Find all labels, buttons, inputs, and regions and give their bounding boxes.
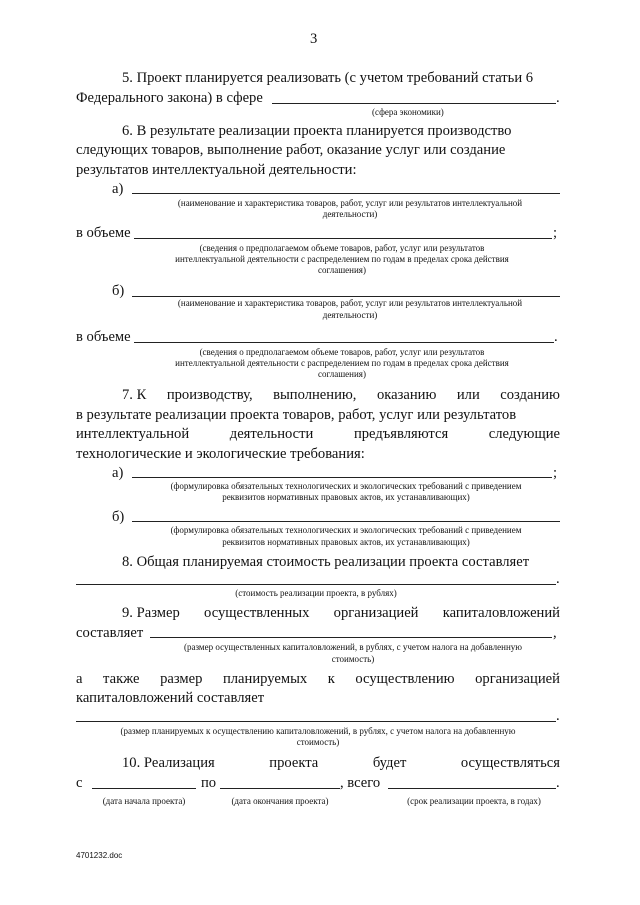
p9-line1-word: осуществленных: [204, 605, 310, 621]
p8-line1: 8. Общая планируемая стоимость реализации проекта составляет: [122, 554, 530, 570]
p5-line1: 5. Проект планируется реализовать (с учетом требований статьи 6: [122, 70, 534, 86]
p7-b-caption1: (формулировка обязательных технологических и экологических требований с приведением: [170, 525, 522, 535]
p9-line3-word: к: [327, 671, 335, 687]
p9-label: составляет: [76, 625, 144, 641]
p7-line1-word: 7. К: [122, 387, 147, 403]
p10-caption-start: (дата начала проекта): [102, 796, 186, 806]
p6-volume-caption1-b: (сведения о предполагаемом объеме товаров, работ, услуг или результатов: [199, 347, 485, 357]
p7-b-label: б): [112, 509, 125, 525]
p9-caption2: стоимость): [331, 654, 375, 664]
p6-volume-field-line-b: [134, 342, 554, 343]
p9-line3-word: также: [103, 671, 140, 687]
p6-volume-caption2-b: интеллектуальной деятельности с распределением по годам в пределах срока действия: [175, 358, 509, 368]
p6-volume-caption3-b: соглашения): [318, 369, 366, 379]
p7-line3-word: следующие: [488, 426, 560, 442]
p7-a-field-line: [132, 477, 552, 478]
p7-b-caption2: реквизитов нормативных правовых актов, их устанавливающих): [222, 537, 470, 547]
p10-from-label: с: [76, 775, 83, 791]
p7-line1: [122, 386, 560, 404]
p5-field-line: [272, 103, 556, 104]
p6-volume-caption2-a: интеллектуальной деятельности с распределением по годам в пределах срока действия: [175, 254, 509, 264]
p9-end-2: .: [556, 708, 560, 724]
p10-term-field-line: [388, 788, 556, 789]
p9-line3-word: размер: [160, 671, 203, 687]
p9-line1-word: организацией: [333, 605, 419, 621]
p6-b-label: б): [112, 283, 125, 299]
p10-to-label: по: [201, 775, 217, 791]
p7-a-caption1: (формулировка обязательных технологических и экологических требований с приведением: [170, 481, 522, 491]
p10-line1: [122, 754, 560, 772]
p7-line3-word: интеллектуальной: [76, 426, 190, 442]
p7-a-end: ;: [553, 465, 558, 481]
p6-line3: результатов интеллектуальной деятельности:: [76, 162, 357, 178]
p7-a-label: а): [112, 465, 124, 481]
p9-line3-word: осуществлению: [355, 671, 455, 687]
p6-volume-end-b: .: [554, 329, 558, 345]
p6-a-caption1: (наименование и характеристика товаров, работ, услуг или результатов интеллектуальной: [177, 198, 523, 208]
p10-line1-word: проекта: [269, 755, 319, 771]
p7-b-field-line: [132, 521, 560, 522]
p7-line3: [76, 425, 560, 443]
p7-line1-word: созданию: [500, 387, 560, 403]
p5-line2: Федерального закона) в сфере: [76, 90, 263, 106]
p10-end: .: [556, 775, 560, 791]
p7-a-caption2: реквизитов нормативных правовых актов, их устанавливающих): [222, 492, 470, 502]
p7-line1-word: производству,: [166, 387, 253, 403]
p9-line1: [122, 604, 560, 622]
p6-line1: 6. В результате реализации проекта планируется производство: [122, 123, 512, 139]
p6-volume-caption1-a: (сведения о предполагаемом объеме товаров, работ, услуг или результатов: [199, 243, 485, 253]
p8-end: .: [556, 571, 560, 587]
p6-b-caption1: (наименование и характеристика товаров, работ, услуг или результатов интеллектуальной: [177, 298, 523, 308]
p6-line2: следующих товаров, выполнение работ, оказание услуг или создание: [76, 142, 506, 158]
p7-line1-word: оказанию: [376, 387, 437, 403]
p9-line3-word: а: [76, 671, 83, 687]
p6-volume-caption3-a: соглашения): [318, 265, 366, 275]
p9-caption1: (размер осуществленных капиталовложений, в рублях, с учетом налога на добавленную: [184, 642, 522, 652]
p9-field-line-2: [76, 721, 556, 722]
p10-line1-word: осуществляться: [460, 755, 560, 771]
p10-line1-word: 10. Реализация: [122, 755, 215, 771]
p10-total-label: , всего: [340, 775, 381, 791]
p7-line2: в результате реализации проекта товаров, работ, услуг или результатов: [76, 407, 517, 423]
page-number: 3: [310, 31, 318, 47]
p9-line1-word: 9. Размер: [122, 605, 180, 621]
p7-line3-word: деятельности: [229, 426, 314, 442]
p7-line4: технологические и экологические требования:: [76, 446, 365, 462]
p9-caption4: стоимость): [296, 737, 340, 747]
p6-a-field-line: [132, 193, 560, 194]
p9-line3-word: организацией: [475, 671, 560, 687]
p7-line1-word: выполнению,: [273, 387, 357, 403]
p6-a-caption2: деятельности): [322, 209, 378, 219]
p10-caption-term: (срок реализации проекта, в годах): [407, 796, 541, 806]
p5-end: .: [556, 90, 560, 106]
p9-line3: [76, 670, 560, 688]
p9-line1-word: капиталовложений: [442, 605, 560, 621]
p10-caption-end: (дата окончания проекта): [231, 796, 329, 806]
p8-caption: (стоимость реализации проекта, в рублях): [235, 588, 397, 598]
p9-line3-word: планируемых: [222, 671, 308, 687]
p10-end-field-line: [220, 788, 340, 789]
p6-volume-label-a: в объеме: [76, 225, 131, 241]
p5-caption: (сфера экономики): [372, 107, 444, 117]
p10-line1-word: будет: [372, 755, 407, 771]
p9-end: ,: [553, 625, 557, 641]
p9-field-line: [150, 637, 552, 638]
p6-volume-end-a: ;: [553, 225, 558, 241]
p6-volume-field-line-a: [134, 238, 552, 239]
p9-caption3: (размер планируемых к осуществлению капиталовложений, в рублях, с учетом налога на добавленную: [120, 726, 516, 736]
p6-a-label: а): [112, 181, 124, 197]
p6-b-caption2: деятельности): [322, 310, 378, 320]
p7-line1-word: или: [456, 387, 480, 403]
p6-volume-label-b: в объеме: [76, 329, 131, 345]
p8-field-line: [76, 584, 556, 585]
p10-start-field-line: [92, 788, 196, 789]
p7-line3-word: предъявляются: [353, 426, 449, 442]
footer-filename: 4701232.doc: [76, 851, 123, 860]
p6-b-field-line: [132, 296, 560, 297]
p9-line4: капиталовложений составляет: [76, 690, 265, 706]
